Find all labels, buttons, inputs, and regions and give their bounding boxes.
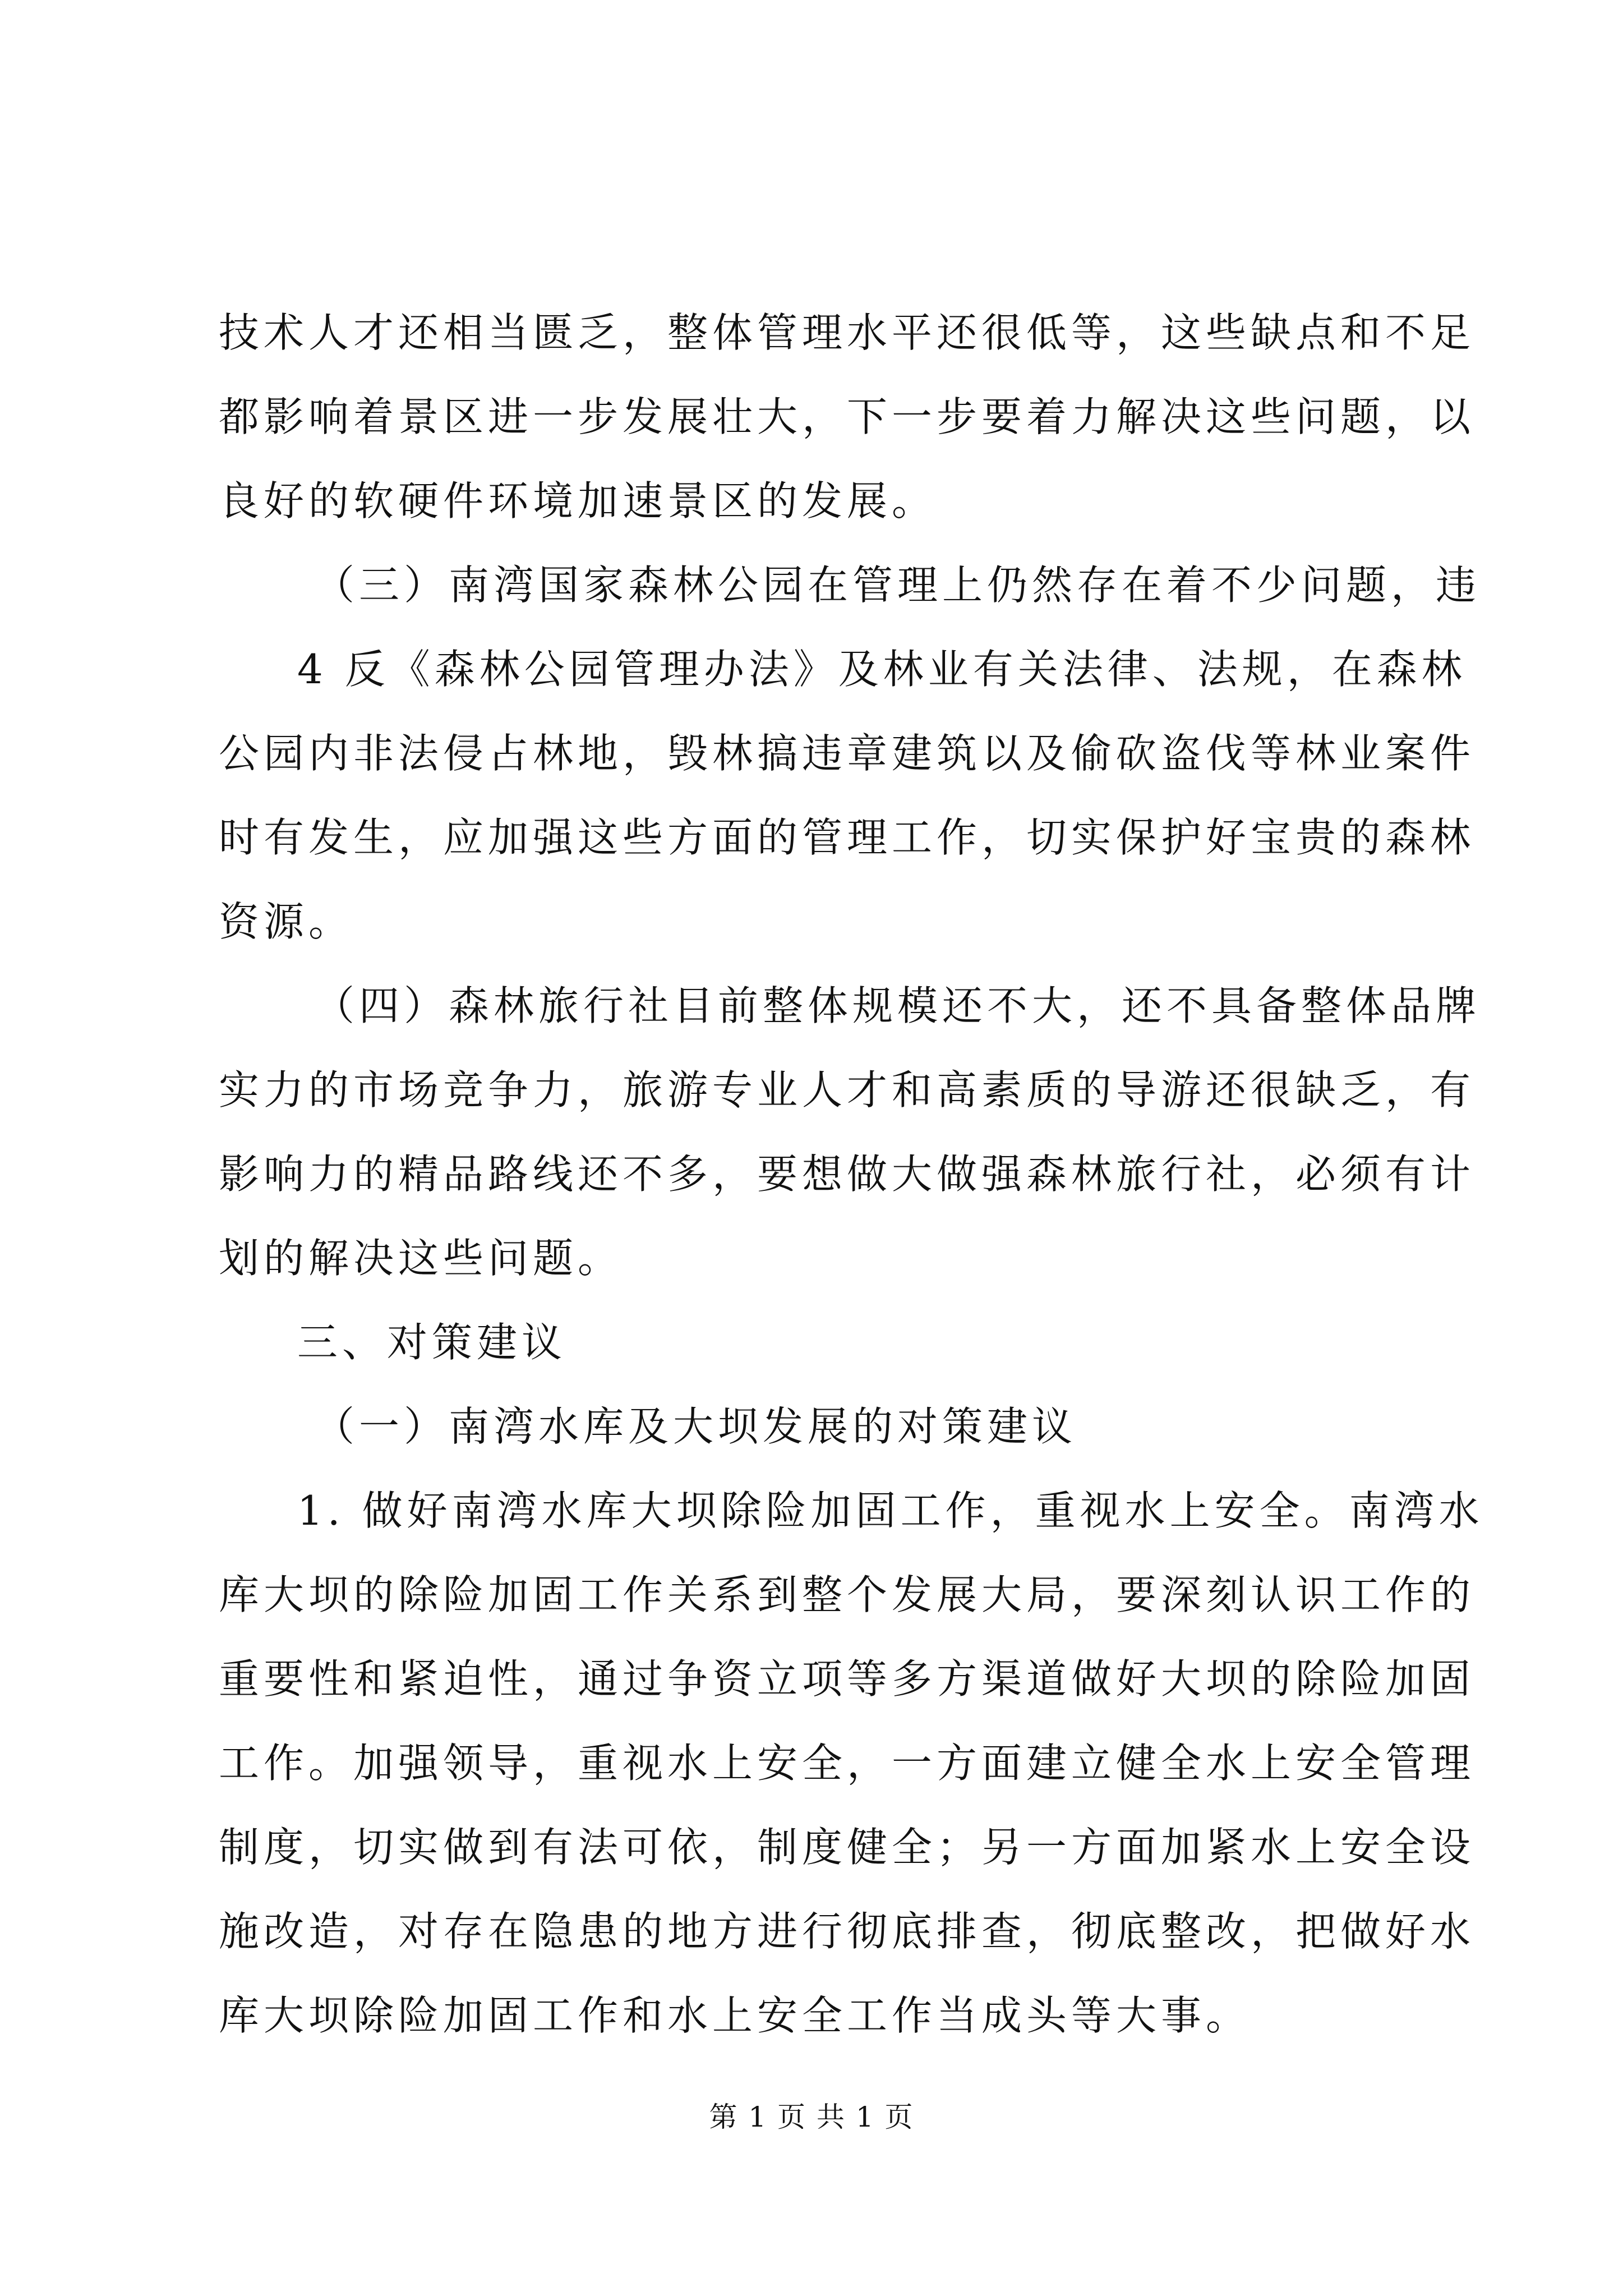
text-line: 时有发生，应加强这些方面的管理工作，切实保护好宝贵的森林 xyxy=(219,814,1476,861)
text-line: 4 反《森林公园管理办法》及林业有关法律、法规，在森林 xyxy=(297,646,1467,693)
paragraph-heading-3: （三）南湾国家森林公园在管理上仍然存在着不少问题，违 xyxy=(314,562,1481,609)
text-line: 影响力的精品路线还不多，要想做大做强森林旅行社，必须有计 xyxy=(219,1151,1476,1198)
subsection-heading: （一）南湾水库及大坝发展的对策建议 xyxy=(314,1403,1077,1450)
text-line: 工作。加强领导，重视水上安全，一方面建立健全水上安全管理 xyxy=(219,1740,1476,1787)
text-line: 1. 做好南湾水库大坝除险加固工作，重视水上安全。南湾水 xyxy=(297,1487,1484,1534)
text-line: 技术人才还相当匮乏，整体管理水平还很低等，这些缺点和不足 xyxy=(219,309,1476,356)
text-line: 库大坝除险加固工作和水上安全工作当成头等大事。 xyxy=(219,1992,1251,2039)
text-line: 制度，切实做到有法可依，制度健全；另一方面加紧水上安全设 xyxy=(219,1824,1476,1871)
text-line: 库大坝的除险加固工作关系到整个发展大局，要深刻认识工作的 xyxy=(219,1571,1476,1618)
text-line: 重要性和紧迫性，通过争资立项等多方渠道做好大坝的除险加固 xyxy=(219,1655,1476,1703)
page-footer: 第 1 页 共 1 页 xyxy=(709,2101,914,2133)
text-line: 资源。 xyxy=(219,898,354,945)
text-line: 良好的软硬件环境加速景区的发展。 xyxy=(219,477,937,524)
section-heading: 三、对策建议 xyxy=(297,1319,567,1366)
paragraph-heading-4: （四）森林旅行社目前整体规模还不大，还不具备整体品牌 xyxy=(314,982,1481,1029)
text-line: 施改造，对存在隐患的地方进行彻底排查，彻底整改，把做好水 xyxy=(219,1908,1476,1955)
text-line: 实力的市场竞争力，旅游专业人才和高素质的导游还很缺乏，有 xyxy=(219,1066,1476,1114)
text-line: 划的解决这些问题。 xyxy=(219,1235,623,1282)
text-line: 公园内非法侵占林地，毁林搞违章建筑以及偷砍盗伐等林业案件 xyxy=(219,730,1476,777)
text-line: 都影响着景区进一步发展壮大，下一步要着力解决这些问题，以 xyxy=(219,393,1476,440)
